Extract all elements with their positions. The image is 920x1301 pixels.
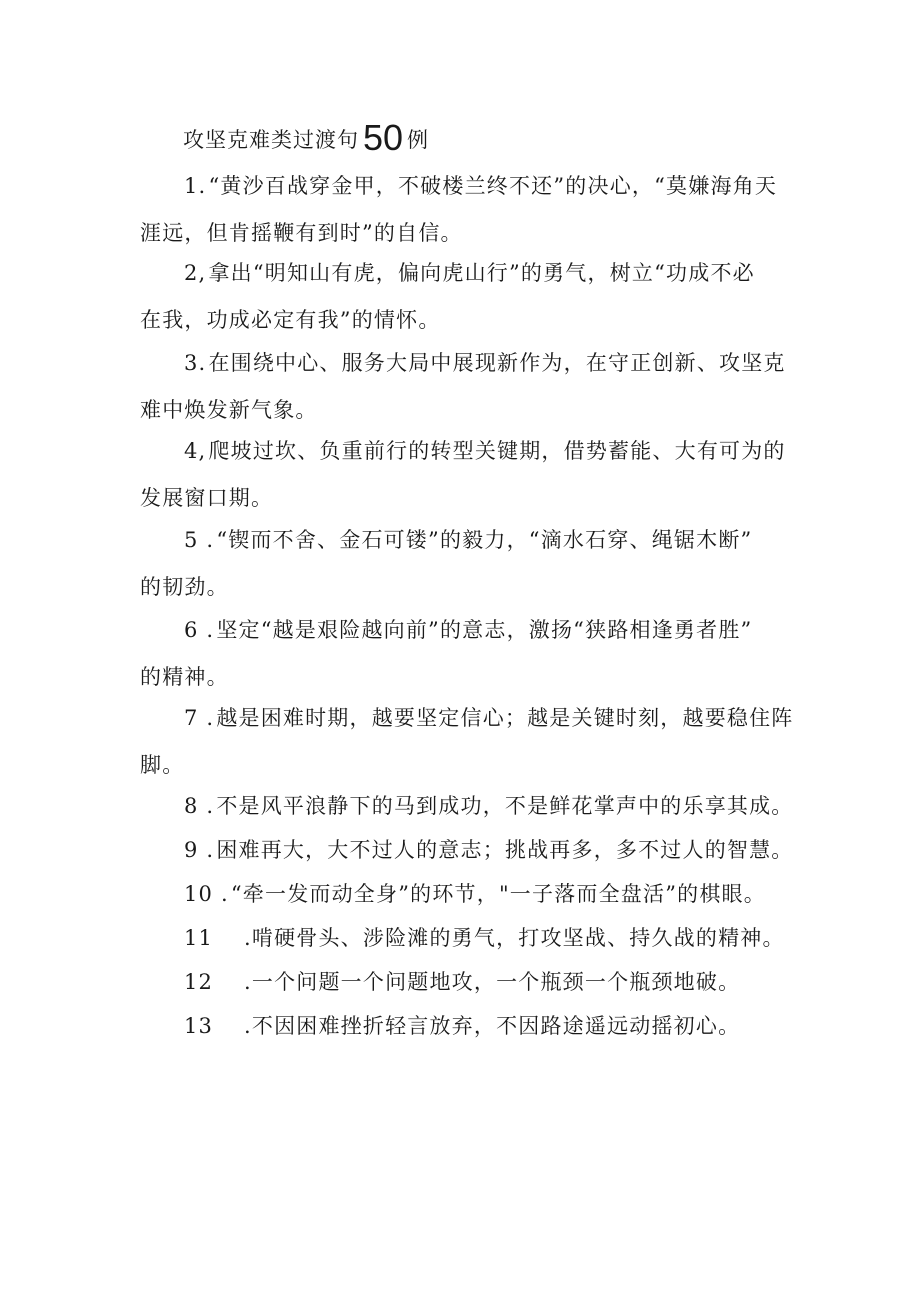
list-item	[140, 783, 794, 830]
item-number: 12	[184, 970, 214, 994]
list-item	[140, 607, 790, 701]
item-text-line2: 涯远，但肯摇鞭有到时”的自信。	[140, 221, 463, 245]
item-text-line1: 越是困难时期，越要坚定信心；越是关键时刻，越要稳住阵	[216, 706, 794, 730]
item-number: 9 .	[184, 838, 215, 862]
item-text-line2: 脚。	[140, 753, 185, 777]
list-item	[140, 1003, 790, 1050]
list-item	[140, 695, 794, 789]
list-item	[140, 959, 790, 1006]
document-title	[183, 118, 429, 160]
list-item	[140, 340, 790, 434]
title-suffix: 例	[407, 128, 430, 152]
item-text-line2: 的韧劲。	[140, 575, 229, 599]
item-text-line2: 发展窗口期。	[140, 486, 274, 510]
item-number: 11	[184, 926, 214, 950]
item-number: 4,	[184, 439, 207, 463]
list-item	[140, 915, 790, 962]
item-number: 13	[184, 1014, 214, 1038]
item-text-line2: 难中焕发新气象。	[140, 398, 318, 422]
item-number: 3.	[184, 351, 207, 375]
item-text-line1: “锲而不舍、金石可镂”的毅力，“滴水石穿、绳锯木断”	[216, 528, 753, 552]
list-item	[140, 871, 790, 918]
item-text-line1: .不因困难挫折轻言放弃，不因路途遥远动摇初心。	[244, 1014, 741, 1038]
title-number: 50	[363, 117, 404, 158]
item-number: 7 .	[184, 706, 215, 730]
list-item	[140, 163, 790, 257]
item-number: 10 .	[184, 882, 229, 906]
item-text-line1: 不是风平浪静下的马到成功，不是鲜花掌声中的乐享其成。	[216, 794, 794, 818]
list-item	[140, 827, 794, 874]
title-prefix: 攻坚克难类过渡句	[183, 128, 359, 152]
item-text-line1: “黄沙百战穿金甲，不破楼兰终不还”的决心，“莫嫌海角天	[208, 174, 778, 198]
item-text-line1: 坚定“越是艰险越向前”的意志，激扬“狭路相逢勇者胜”	[216, 618, 753, 642]
list-item	[140, 517, 790, 611]
item-text-line1: 拿出“明知山有虎，偏向虎山行”的勇气，树立“功成不必	[208, 261, 755, 285]
item-text-line1: 在围绕中心、服务大局中展现新作为，在守正创新、攻坚克	[208, 351, 786, 375]
item-text-line1: 爬坡过坎、负重前行的转型关键期，借势蓄能、大有可为的	[208, 439, 786, 463]
item-text-line1: .啃硬骨头、涉险滩的勇气，打攻坚战、持久战的精神。	[244, 926, 785, 950]
list-item	[140, 428, 790, 522]
item-text-line1: .一个问题一个问题地攻，一个瓶颈一个瓶颈地破。	[244, 970, 741, 994]
item-text-line1: “牵一发而动全身”的环节，"一子落而全盘活”的棋眼。	[230, 882, 766, 906]
item-number: 8 .	[184, 794, 215, 818]
item-number: 5 .	[184, 528, 215, 552]
list-item	[140, 250, 790, 344]
item-number: 1.	[184, 174, 207, 198]
item-number: 2,	[184, 261, 207, 285]
item-text-line2: 在我，功成必定有我”的情怀。	[140, 308, 441, 332]
item-text-line1: 困难再大，大不过人的意志；挑战再多，多不过人的智慧。	[216, 838, 794, 862]
item-number: 6 .	[184, 618, 215, 642]
item-text-line2: 的精神。	[140, 665, 229, 689]
